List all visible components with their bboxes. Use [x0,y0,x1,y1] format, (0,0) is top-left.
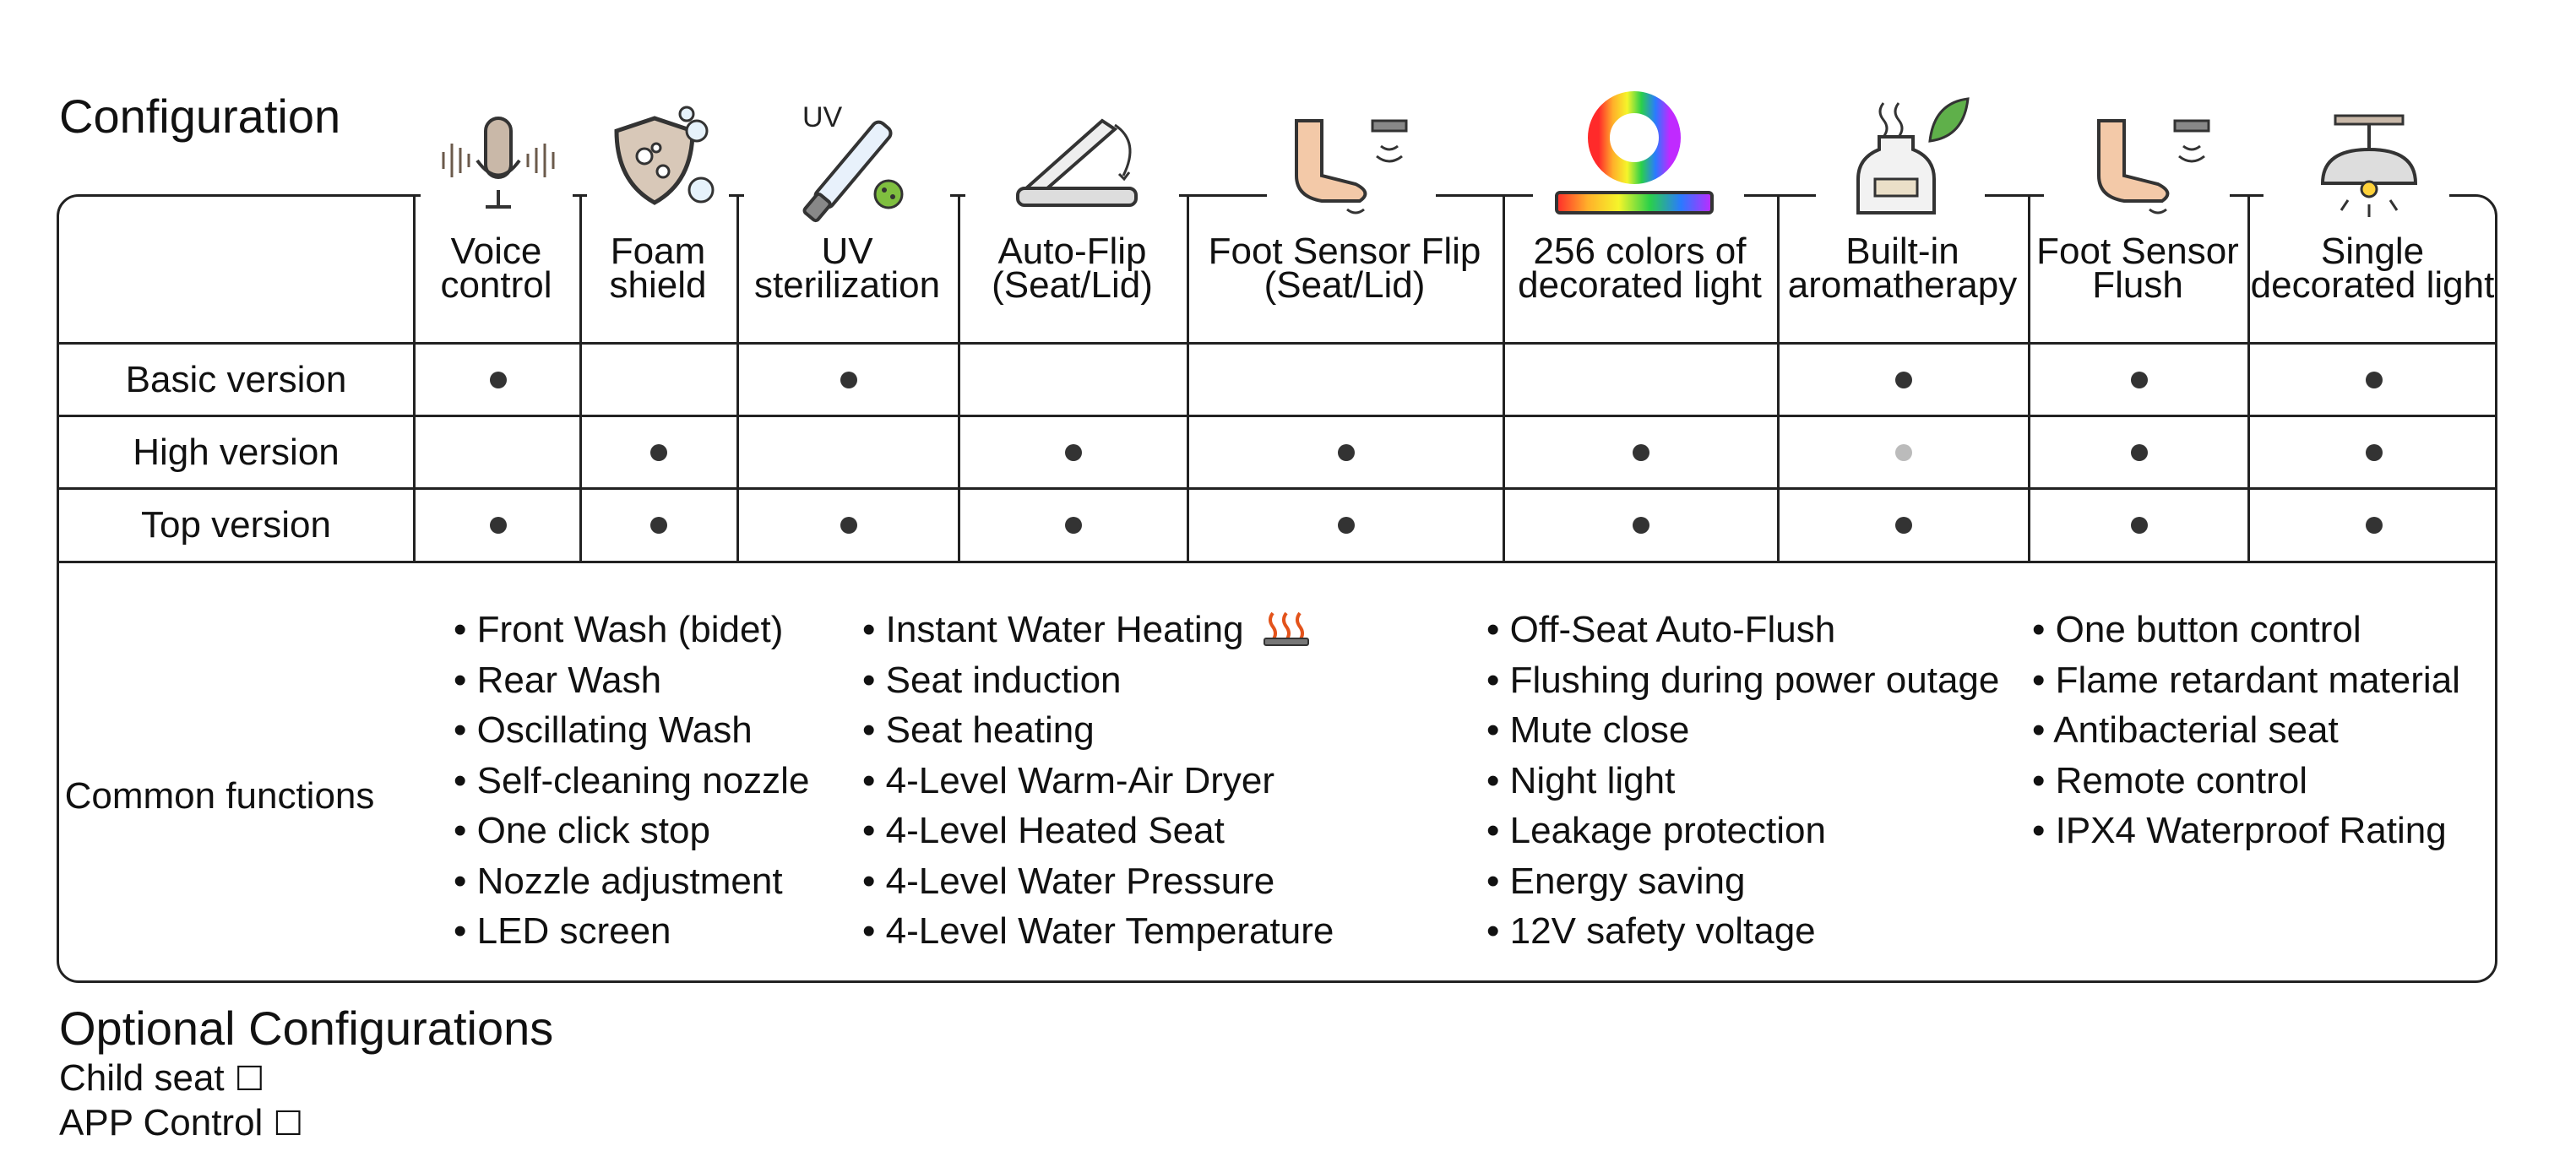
column-header-voice-control: Voice control [440,231,552,306]
list-item: • 4-Level Heated Seat [862,806,1334,856]
list-item: • Nozzle adjustment [454,856,809,907]
feature-dot [1633,517,1649,534]
shield-foam-icon [604,97,722,215]
list-item: • 12V safety voltage [1486,906,1999,957]
list-item: • Energy saving [1486,856,1999,907]
list-item-text: Instant Water Heating [885,609,1244,650]
feature-dot [650,444,667,461]
common-functions-column-3 [1486,605,1999,957]
feature-dot [840,517,857,534]
row-divider [57,561,2497,563]
heater-flame-icon [1263,610,1310,647]
column-header-foot-sensor-flip: Foot Sensor Flip (Seat/Lid) [1208,231,1481,306]
column-header-256-colors-light: 256 colors of decorated light [1518,231,1762,306]
list-item: • Leakage protection [1486,806,1999,856]
column-header-built-in-aromatherapy: Built-in aromatherapy [1787,231,2018,306]
list-item: • Oscillating Wash [454,705,809,756]
optional-item-label: Child seat [59,1057,225,1099]
list-item: • Antibacterial seat [2032,705,2460,756]
list-item: • 4-Level Water Pressure [862,856,1334,907]
row-divider [57,487,2497,490]
row-divider [57,342,2497,345]
feature-dot [2366,444,2383,461]
aroma-bottle-icon [1850,95,1976,221]
list-item: • Remote control [2032,756,2460,806]
feature-dot [1633,444,1649,461]
feature-dot [2131,517,2148,534]
common-functions-label: Common functions [64,775,375,817]
feature-dot [650,517,667,534]
feature-dot [1895,517,1912,534]
page-title: Configuration [59,90,341,143]
row-label-basic-version: Basic version [125,359,347,400]
list-item: • LED screen [454,906,809,957]
foot-sensor-icon [2086,117,2221,222]
column-header-single-decorated-light: Single decorated light [2250,231,2495,306]
list-item: • Self-cleaning nozzle [454,756,809,806]
list-item: • Front Wash (bidet) [454,605,809,655]
list-item: • Mute close [1486,705,1999,756]
toilet-lid-icon [1009,108,1153,218]
feature-dot [1065,444,1082,461]
list-item: • Night light [1486,756,1999,806]
column-header-uv-sterilization: UV sterilization [753,231,941,306]
color-wheel-icon [1550,91,1719,222]
ceiling-lamp-icon [2306,111,2432,221]
checkbox[interactable]: ☐ [234,1061,265,1098]
feature-dot [2131,372,2148,388]
checkbox[interactable]: ☐ [273,1105,304,1143]
optional-item-child-seat[interactable] [59,1057,265,1100]
list-item: • Seat heating [862,705,1334,756]
column-header-foot-sensor-flush: Foot Sensor Flush [2036,231,2239,306]
optional-item-label: APP Control [59,1102,264,1143]
feature-dot [1338,517,1355,534]
feature-dot [1338,444,1355,461]
column-header-auto-flip: Auto-Flip (Seat/Lid) [992,231,1153,306]
list-item: • 4-Level Water Temperature [862,906,1334,957]
column-header-foam-shield: Foam shield [609,231,707,306]
list-item: • Seat induction [862,655,1334,706]
common-functions-column-4 [2032,605,2460,856]
feature-dot [490,517,507,534]
list-item: • Off-Seat Auto-Flush [1486,605,1999,655]
list-item: • Flushing during power outage [1486,655,1999,706]
feature-dot [840,372,857,388]
feature-dot [2131,444,2148,461]
list-item: • One button control [2032,605,2460,655]
row-label-high-version: High version [133,432,340,473]
feature-dot [2366,372,2383,388]
feature-dot [2366,517,2383,534]
row-divider [57,415,2497,417]
row-label-top-version: Top version [140,504,331,546]
optional-item-app-control[interactable] [59,1102,303,1144]
svg-text:UV: UV [802,101,843,133]
list-item: • 4-Level Warm-Air Dryer [862,756,1334,806]
list-item [862,605,1334,655]
microphone-icon [431,110,566,220]
feature-dot [1065,517,1082,534]
common-functions-column-1 [454,605,809,957]
common-functions-column-2 [862,605,1334,957]
uv-lamp-icon [785,97,921,224]
list-item: • Rear Wash [454,655,809,706]
foot-sensor-icon [1284,117,1419,222]
feature-dot [1895,372,1912,388]
optional-configurations-title: Optional Configurations [59,1002,554,1055]
feature-dot [490,372,507,388]
list-item: • One click stop [454,806,809,856]
list-item: • IPX4 Waterproof Rating [2032,806,2460,856]
list-item: • Flame retardant material [2032,655,2460,706]
feature-dot [1895,444,1912,461]
